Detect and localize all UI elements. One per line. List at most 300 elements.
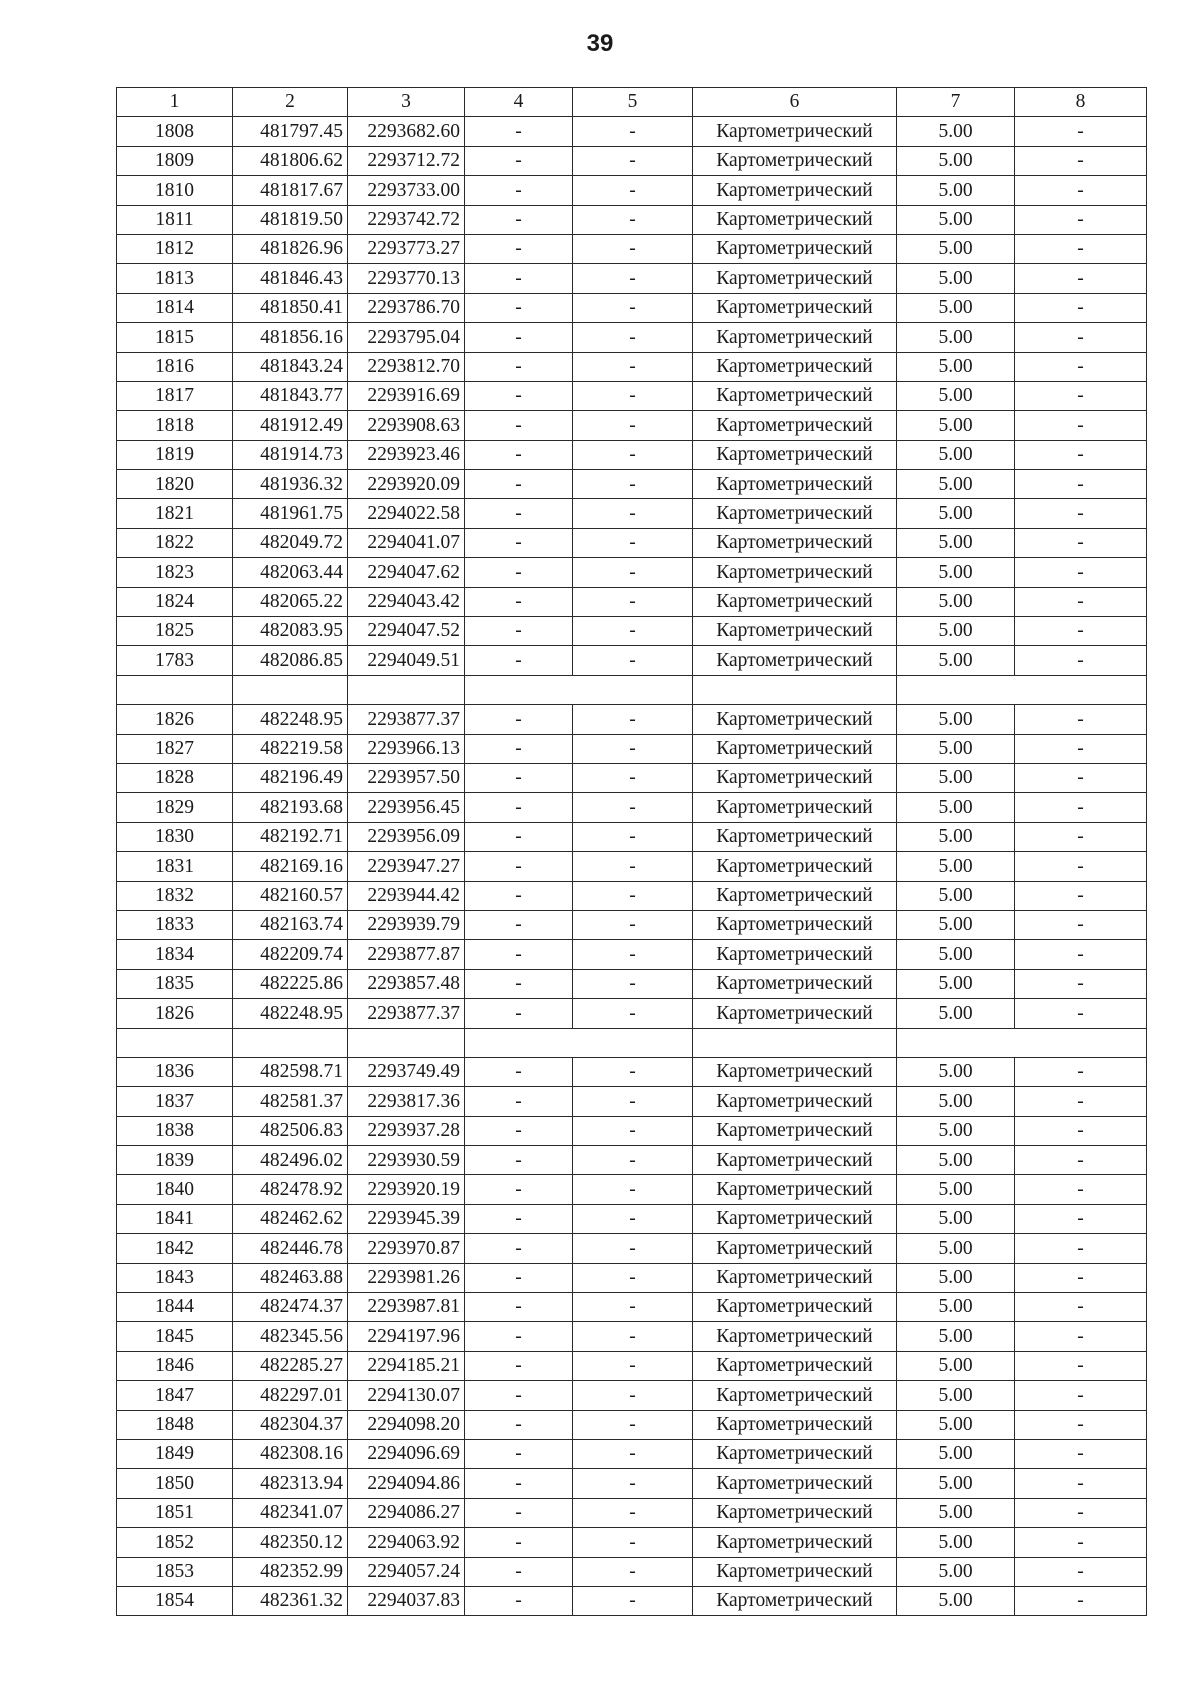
column-5-cell: - bbox=[573, 910, 693, 939]
column-8-cell: - bbox=[1015, 381, 1147, 410]
method-cell: Картометрический bbox=[693, 499, 897, 528]
column-4-cell: - bbox=[465, 558, 573, 587]
column-4-cell: - bbox=[465, 528, 573, 557]
x-coordinate-cell: 481856.16 bbox=[233, 323, 348, 352]
column-8-cell: - bbox=[1015, 1234, 1147, 1263]
column-5-cell: - bbox=[573, 1146, 693, 1175]
accuracy-cell: 5.00 bbox=[897, 1351, 1015, 1380]
column-4-cell: - bbox=[465, 763, 573, 792]
column-8-cell: - bbox=[1015, 205, 1147, 234]
point-number-cell: 1854 bbox=[117, 1586, 233, 1615]
x-coordinate-cell bbox=[233, 675, 348, 704]
x-coordinate-cell: 482083.95 bbox=[233, 617, 348, 646]
y-coordinate-cell: 2293877.37 bbox=[348, 999, 465, 1028]
point-number-cell: 1846 bbox=[117, 1351, 233, 1380]
column-4-cell: - bbox=[465, 1234, 573, 1263]
column-8-cell: - bbox=[1015, 1557, 1147, 1586]
x-coordinate-cell: 482248.95 bbox=[233, 705, 348, 734]
x-coordinate-cell: 482496.02 bbox=[233, 1146, 348, 1175]
accuracy-cell: 5.00 bbox=[897, 969, 1015, 998]
method-cell: Картометрический bbox=[693, 1234, 897, 1263]
table-row bbox=[117, 1439, 1147, 1468]
point-number-cell: 1821 bbox=[117, 499, 233, 528]
y-coordinate-cell: 2293956.45 bbox=[348, 793, 465, 822]
column-5-cell: - bbox=[573, 646, 693, 675]
column-5-cell: - bbox=[573, 705, 693, 734]
method-cell: Картометрический bbox=[693, 763, 897, 792]
y-coordinate-cell: 2293956.09 bbox=[348, 822, 465, 851]
column-5-cell: - bbox=[573, 499, 693, 528]
y-coordinate-cell: 2293944.42 bbox=[348, 881, 465, 910]
column-4-cell: - bbox=[465, 910, 573, 939]
point-number-cell: 1830 bbox=[117, 822, 233, 851]
x-coordinate-cell: 481846.43 bbox=[233, 264, 348, 293]
y-coordinate-cell: 2293682.60 bbox=[348, 117, 465, 146]
accuracy-cell: 5.00 bbox=[897, 558, 1015, 587]
accuracy-cell: 5.00 bbox=[897, 470, 1015, 499]
y-coordinate-cell: 2293773.27 bbox=[348, 234, 465, 263]
method-cell: Картометрический bbox=[693, 1263, 897, 1292]
table-row bbox=[117, 411, 1147, 440]
column-5-cell: - bbox=[573, 411, 693, 440]
column-8-cell: - bbox=[1015, 1146, 1147, 1175]
column-5-cell: - bbox=[573, 881, 693, 910]
accuracy-cell: 5.00 bbox=[897, 910, 1015, 939]
accuracy-cell: 5.00 bbox=[897, 1293, 1015, 1322]
accuracy-cell: 5.00 bbox=[897, 1586, 1015, 1615]
point-number-cell: 1833 bbox=[117, 910, 233, 939]
table-row bbox=[117, 1204, 1147, 1233]
column-8-cell: - bbox=[1015, 1263, 1147, 1292]
column-4-cell: - bbox=[465, 1528, 573, 1557]
column-4-cell: - bbox=[465, 381, 573, 410]
x-coordinate-cell: 481850.41 bbox=[233, 293, 348, 322]
table-row bbox=[117, 1087, 1147, 1116]
y-coordinate-cell: 2294037.83 bbox=[348, 1586, 465, 1615]
column-4-cell: - bbox=[465, 1351, 573, 1380]
y-coordinate-cell: 2293795.04 bbox=[348, 323, 465, 352]
method-cell: Картометрический bbox=[693, 1410, 897, 1439]
y-coordinate-cell: 2293923.46 bbox=[348, 440, 465, 469]
point-number-cell: 1813 bbox=[117, 264, 233, 293]
accuracy-cell: 5.00 bbox=[897, 1498, 1015, 1527]
accuracy-cell: 5.00 bbox=[897, 1469, 1015, 1498]
x-coordinate-cell: 482196.49 bbox=[233, 763, 348, 792]
accuracy-cell: 5.00 bbox=[897, 440, 1015, 469]
accuracy-cell: 5.00 bbox=[897, 499, 1015, 528]
column-8-cell: - bbox=[1015, 1322, 1147, 1351]
x-coordinate-cell: 482192.71 bbox=[233, 822, 348, 851]
x-coordinate-cell: 481843.24 bbox=[233, 352, 348, 381]
method-cell bbox=[693, 1028, 897, 1057]
point-number-cell: 1835 bbox=[117, 969, 233, 998]
column-8-cell: - bbox=[1015, 440, 1147, 469]
accuracy-cell: 5.00 bbox=[897, 1146, 1015, 1175]
y-coordinate-cell: 2293987.81 bbox=[348, 1293, 465, 1322]
method-cell: Картометрический bbox=[693, 440, 897, 469]
table-row bbox=[117, 881, 1147, 910]
column-4-cell: - bbox=[465, 146, 573, 175]
header-cell: 1 bbox=[117, 88, 233, 117]
method-cell: Картометрический bbox=[693, 969, 897, 998]
accuracy-cell: 5.00 bbox=[897, 1204, 1015, 1233]
y-coordinate-cell: 2294197.96 bbox=[348, 1322, 465, 1351]
method-cell: Картометрический bbox=[693, 910, 897, 939]
column-4-cell: - bbox=[465, 1498, 573, 1527]
column-4-cell: - bbox=[465, 1116, 573, 1145]
point-number-cell: 1838 bbox=[117, 1116, 233, 1145]
column-5-cell: - bbox=[573, 1439, 693, 1468]
header-cell: 5 bbox=[573, 88, 693, 117]
page-number: 39 bbox=[586, 30, 614, 57]
table-row bbox=[117, 117, 1147, 146]
x-coordinate-cell: 482219.58 bbox=[233, 734, 348, 763]
accuracy-cell: 5.00 bbox=[897, 940, 1015, 969]
x-coordinate-cell: 482297.01 bbox=[233, 1381, 348, 1410]
x-coordinate-cell bbox=[233, 1028, 348, 1057]
column-8-cell: - bbox=[1015, 1293, 1147, 1322]
x-coordinate-cell: 482049.72 bbox=[233, 528, 348, 557]
y-coordinate-cell: 2294022.58 bbox=[348, 499, 465, 528]
column-8-cell: - bbox=[1015, 470, 1147, 499]
accuracy-cell: 5.00 bbox=[897, 763, 1015, 792]
table-row bbox=[117, 1528, 1147, 1557]
accuracy-cell: 5.00 bbox=[897, 381, 1015, 410]
column-8-cell: - bbox=[1015, 1381, 1147, 1410]
x-coordinate-cell: 482304.37 bbox=[233, 1410, 348, 1439]
method-cell: Картометрический bbox=[693, 234, 897, 263]
y-coordinate-cell: 2294047.52 bbox=[348, 617, 465, 646]
y-coordinate-cell: 2294086.27 bbox=[348, 1498, 465, 1527]
point-number-cell: 1837 bbox=[117, 1087, 233, 1116]
column-5-cell: - bbox=[573, 587, 693, 616]
x-coordinate-cell: 482463.88 bbox=[233, 1263, 348, 1292]
accuracy-cell: 5.00 bbox=[897, 1087, 1015, 1116]
table-row bbox=[117, 587, 1147, 616]
column-5-cell: - bbox=[573, 323, 693, 352]
y-coordinate-cell bbox=[348, 1028, 465, 1057]
point-number-cell: 1831 bbox=[117, 852, 233, 881]
method-cell: Картометрический bbox=[693, 146, 897, 175]
column-5-cell: - bbox=[573, 176, 693, 205]
point-number-cell: 1849 bbox=[117, 1439, 233, 1468]
column-4-cell: - bbox=[465, 1293, 573, 1322]
table-row bbox=[117, 1175, 1147, 1204]
accuracy-cell: 5.00 bbox=[897, 793, 1015, 822]
y-coordinate-cell: 2293930.59 bbox=[348, 1146, 465, 1175]
accuracy-cell: 5.00 bbox=[897, 234, 1015, 263]
column-5-cell: - bbox=[573, 1175, 693, 1204]
column-8-cell: - bbox=[1015, 1528, 1147, 1557]
y-coordinate-cell: 2294096.69 bbox=[348, 1439, 465, 1468]
column-5-cell: - bbox=[573, 264, 693, 293]
method-cell: Картометрический bbox=[693, 528, 897, 557]
x-coordinate-cell: 481914.73 bbox=[233, 440, 348, 469]
point-number-cell: 1845 bbox=[117, 1322, 233, 1351]
method-cell: Картометрический bbox=[693, 852, 897, 881]
column-8-cell: - bbox=[1015, 1057, 1147, 1086]
point-number-cell: 1822 bbox=[117, 528, 233, 557]
column-8-cell: - bbox=[1015, 293, 1147, 322]
accuracy-cell: 5.00 bbox=[897, 705, 1015, 734]
column-4-cell: - bbox=[465, 617, 573, 646]
table-row bbox=[117, 793, 1147, 822]
point-number-cell: 1815 bbox=[117, 323, 233, 352]
y-coordinate-cell: 2293957.50 bbox=[348, 763, 465, 792]
column-8-cell: - bbox=[1015, 528, 1147, 557]
column-5-cell: - bbox=[573, 617, 693, 646]
x-coordinate-cell: 482160.57 bbox=[233, 881, 348, 910]
accuracy-cell: 5.00 bbox=[897, 1175, 1015, 1204]
column-8-cell: - bbox=[1015, 734, 1147, 763]
column-4-cell: - bbox=[465, 1175, 573, 1204]
column-5-cell: - bbox=[573, 940, 693, 969]
y-coordinate-cell: 2293920.09 bbox=[348, 470, 465, 499]
header-cell: 6 bbox=[693, 88, 897, 117]
y-coordinate-cell: 2293939.79 bbox=[348, 910, 465, 939]
column-5-cell: - bbox=[573, 293, 693, 322]
accuracy-cell: 5.00 bbox=[897, 1439, 1015, 1468]
table-row bbox=[117, 617, 1147, 646]
accuracy-cell: 5.00 bbox=[897, 205, 1015, 234]
column-5-cell: - bbox=[573, 1057, 693, 1086]
point-number-cell: 1853 bbox=[117, 1557, 233, 1586]
method-cell: Картометрический bbox=[693, 705, 897, 734]
table-row bbox=[117, 969, 1147, 998]
accuracy-cell: 5.00 bbox=[897, 881, 1015, 910]
method-cell: Картометрический bbox=[693, 1293, 897, 1322]
column-5-cell: - bbox=[573, 1116, 693, 1145]
x-coordinate-cell: 482285.27 bbox=[233, 1351, 348, 1380]
method-cell: Картометрический bbox=[693, 1439, 897, 1468]
column-4-cell: - bbox=[465, 940, 573, 969]
column-4-cell: - bbox=[465, 734, 573, 763]
table-row bbox=[117, 1322, 1147, 1351]
table-row bbox=[117, 910, 1147, 939]
x-coordinate-cell: 482598.71 bbox=[233, 1057, 348, 1086]
table-row bbox=[117, 470, 1147, 499]
column-5-cell: - bbox=[573, 1322, 693, 1351]
x-coordinate-cell: 482163.74 bbox=[233, 910, 348, 939]
column-4-cell: - bbox=[465, 881, 573, 910]
method-cell: Картометрический bbox=[693, 293, 897, 322]
method-cell: Картометрический bbox=[693, 734, 897, 763]
table-row bbox=[117, 1234, 1147, 1263]
column-4-cell: - bbox=[465, 470, 573, 499]
column-5-cell: - bbox=[573, 999, 693, 1028]
column-5-cell: - bbox=[573, 734, 693, 763]
y-coordinate-cell: 2294185.21 bbox=[348, 1351, 465, 1380]
point-number-cell: 1826 bbox=[117, 705, 233, 734]
y-coordinate-cell: 2293749.49 bbox=[348, 1057, 465, 1086]
column-8-cell: - bbox=[1015, 793, 1147, 822]
x-coordinate-cell: 482086.85 bbox=[233, 646, 348, 675]
x-coordinate-cell: 482361.32 bbox=[233, 1586, 348, 1615]
column-4-cell: - bbox=[465, 705, 573, 734]
x-coordinate-cell: 482478.92 bbox=[233, 1175, 348, 1204]
column-8-cell: - bbox=[1015, 411, 1147, 440]
column-5-cell: - bbox=[573, 146, 693, 175]
x-coordinate-cell: 481961.75 bbox=[233, 499, 348, 528]
column-4-cell: - bbox=[465, 1087, 573, 1116]
column-4-cell: - bbox=[465, 999, 573, 1028]
table-row bbox=[117, 1586, 1147, 1615]
x-coordinate-cell: 482248.95 bbox=[233, 999, 348, 1028]
column-8-cell: - bbox=[1015, 352, 1147, 381]
table-row bbox=[117, 1293, 1147, 1322]
x-coordinate-cell: 481826.96 bbox=[233, 234, 348, 263]
method-cell: Картометрический bbox=[693, 646, 897, 675]
point-number-cell: 1823 bbox=[117, 558, 233, 587]
column-5-cell: - bbox=[573, 969, 693, 998]
accuracy-cell: 5.00 bbox=[897, 1410, 1015, 1439]
method-cell: Картометрический bbox=[693, 1057, 897, 1086]
column-4-cell: - bbox=[465, 1146, 573, 1175]
y-coordinate-cell: 2293812.70 bbox=[348, 352, 465, 381]
method-cell bbox=[693, 675, 897, 704]
column-4-cell: - bbox=[465, 323, 573, 352]
table-row bbox=[117, 1557, 1147, 1586]
column-4-cell: - bbox=[465, 822, 573, 851]
column-8-cell: - bbox=[1015, 940, 1147, 969]
column-5-cell: - bbox=[573, 1263, 693, 1292]
column-5-cell bbox=[573, 1028, 693, 1057]
table-row bbox=[117, 234, 1147, 263]
column-4-cell: - bbox=[465, 969, 573, 998]
column-8-cell: - bbox=[1015, 881, 1147, 910]
x-coordinate-cell: 481817.67 bbox=[233, 176, 348, 205]
accuracy-cell: 5.00 bbox=[897, 528, 1015, 557]
column-5-cell: - bbox=[573, 852, 693, 881]
column-8-cell: - bbox=[1015, 176, 1147, 205]
y-coordinate-cell: 2294063.92 bbox=[348, 1528, 465, 1557]
column-4-cell: - bbox=[465, 176, 573, 205]
x-coordinate-cell: 481806.62 bbox=[233, 146, 348, 175]
column-8-cell: - bbox=[1015, 617, 1147, 646]
column-8-cell: - bbox=[1015, 705, 1147, 734]
x-coordinate-cell: 481797.45 bbox=[233, 117, 348, 146]
x-coordinate-cell: 482352.99 bbox=[233, 1557, 348, 1586]
point-number-cell: 1783 bbox=[117, 646, 233, 675]
table-row bbox=[117, 646, 1147, 675]
y-coordinate-cell: 2293947.27 bbox=[348, 852, 465, 881]
table-row bbox=[117, 558, 1147, 587]
accuracy-cell: 5.00 bbox=[897, 1381, 1015, 1410]
point-number-cell: 1851 bbox=[117, 1498, 233, 1527]
method-cell: Картометрический bbox=[693, 1586, 897, 1615]
column-5-cell: - bbox=[573, 234, 693, 263]
column-5-cell: - bbox=[573, 1204, 693, 1233]
column-8-cell: - bbox=[1015, 1498, 1147, 1527]
method-cell: Картометрический bbox=[693, 793, 897, 822]
column-8-cell: - bbox=[1015, 117, 1147, 146]
method-cell: Картометрический bbox=[693, 1322, 897, 1351]
accuracy-cell: 5.00 bbox=[897, 822, 1015, 851]
point-number-cell: 1843 bbox=[117, 1263, 233, 1292]
accuracy-cell: 5.00 bbox=[897, 852, 1015, 881]
column-4-cell: - bbox=[465, 234, 573, 263]
accuracy-cell: 5.00 bbox=[897, 1322, 1015, 1351]
y-coordinate-cell: 2294049.51 bbox=[348, 646, 465, 675]
column-4-cell: - bbox=[465, 352, 573, 381]
method-cell: Картометрический bbox=[693, 822, 897, 851]
y-coordinate-cell: 2293817.36 bbox=[348, 1087, 465, 1116]
y-coordinate-cell: 2293857.48 bbox=[348, 969, 465, 998]
method-cell: Картометрический bbox=[693, 999, 897, 1028]
table-row bbox=[117, 528, 1147, 557]
table-row bbox=[117, 1116, 1147, 1145]
accuracy-cell: 5.00 bbox=[897, 1263, 1015, 1292]
column-4-cell: - bbox=[465, 1263, 573, 1292]
method-cell: Картометрический bbox=[693, 205, 897, 234]
column-8-cell: - bbox=[1015, 1116, 1147, 1145]
table-row bbox=[117, 1469, 1147, 1498]
column-8-cell: - bbox=[1015, 587, 1147, 616]
point-number-cell: 1818 bbox=[117, 411, 233, 440]
column-8-cell: - bbox=[1015, 852, 1147, 881]
column-5-cell: - bbox=[573, 440, 693, 469]
table-row bbox=[117, 705, 1147, 734]
table-row bbox=[117, 293, 1147, 322]
point-number-cell: 1825 bbox=[117, 617, 233, 646]
method-cell: Картометрический bbox=[693, 1469, 897, 1498]
point-number-cell: 1814 bbox=[117, 293, 233, 322]
point-number-cell: 1847 bbox=[117, 1381, 233, 1410]
header-cell: 8 bbox=[1015, 88, 1147, 117]
column-8-cell: - bbox=[1015, 1410, 1147, 1439]
y-coordinate-cell: 2293712.72 bbox=[348, 146, 465, 175]
x-coordinate-cell: 481819.50 bbox=[233, 205, 348, 234]
column-8-cell: - bbox=[1015, 264, 1147, 293]
point-number-cell bbox=[117, 675, 233, 704]
table-row bbox=[117, 381, 1147, 410]
method-cell: Картометрический bbox=[693, 117, 897, 146]
method-cell: Картометрический bbox=[693, 470, 897, 499]
y-coordinate-cell: 2293945.39 bbox=[348, 1204, 465, 1233]
column-4-cell bbox=[465, 675, 573, 704]
column-8-cell: - bbox=[1015, 558, 1147, 587]
x-coordinate-cell: 482474.37 bbox=[233, 1293, 348, 1322]
point-number-cell: 1824 bbox=[117, 587, 233, 616]
x-coordinate-cell: 482065.22 bbox=[233, 587, 348, 616]
method-cell: Картометрический bbox=[693, 264, 897, 293]
table-row bbox=[117, 999, 1147, 1028]
column-5-cell: - bbox=[573, 793, 693, 822]
accuracy-cell bbox=[897, 1028, 1015, 1057]
x-coordinate-cell: 482308.16 bbox=[233, 1439, 348, 1468]
y-coordinate-cell: 2294130.07 bbox=[348, 1381, 465, 1410]
column-5-cell: - bbox=[573, 1528, 693, 1557]
column-4-cell: - bbox=[465, 852, 573, 881]
column-4-cell: - bbox=[465, 1410, 573, 1439]
column-8-cell: - bbox=[1015, 323, 1147, 352]
accuracy-cell: 5.00 bbox=[897, 1557, 1015, 1586]
table-row bbox=[117, 499, 1147, 528]
accuracy-cell: 5.00 bbox=[897, 293, 1015, 322]
point-number-cell: 1848 bbox=[117, 1410, 233, 1439]
method-cell: Картометрический bbox=[693, 1528, 897, 1557]
column-5-cell: - bbox=[573, 558, 693, 587]
y-coordinate-cell: 2294094.86 bbox=[348, 1469, 465, 1498]
y-coordinate-cell: 2293786.70 bbox=[348, 293, 465, 322]
point-number-cell: 1810 bbox=[117, 176, 233, 205]
y-coordinate-cell: 2293916.69 bbox=[348, 381, 465, 410]
header-cell: 7 bbox=[897, 88, 1015, 117]
header-row bbox=[117, 88, 1147, 117]
table-row bbox=[117, 734, 1147, 763]
accuracy-cell: 5.00 bbox=[897, 146, 1015, 175]
table-row bbox=[117, 205, 1147, 234]
